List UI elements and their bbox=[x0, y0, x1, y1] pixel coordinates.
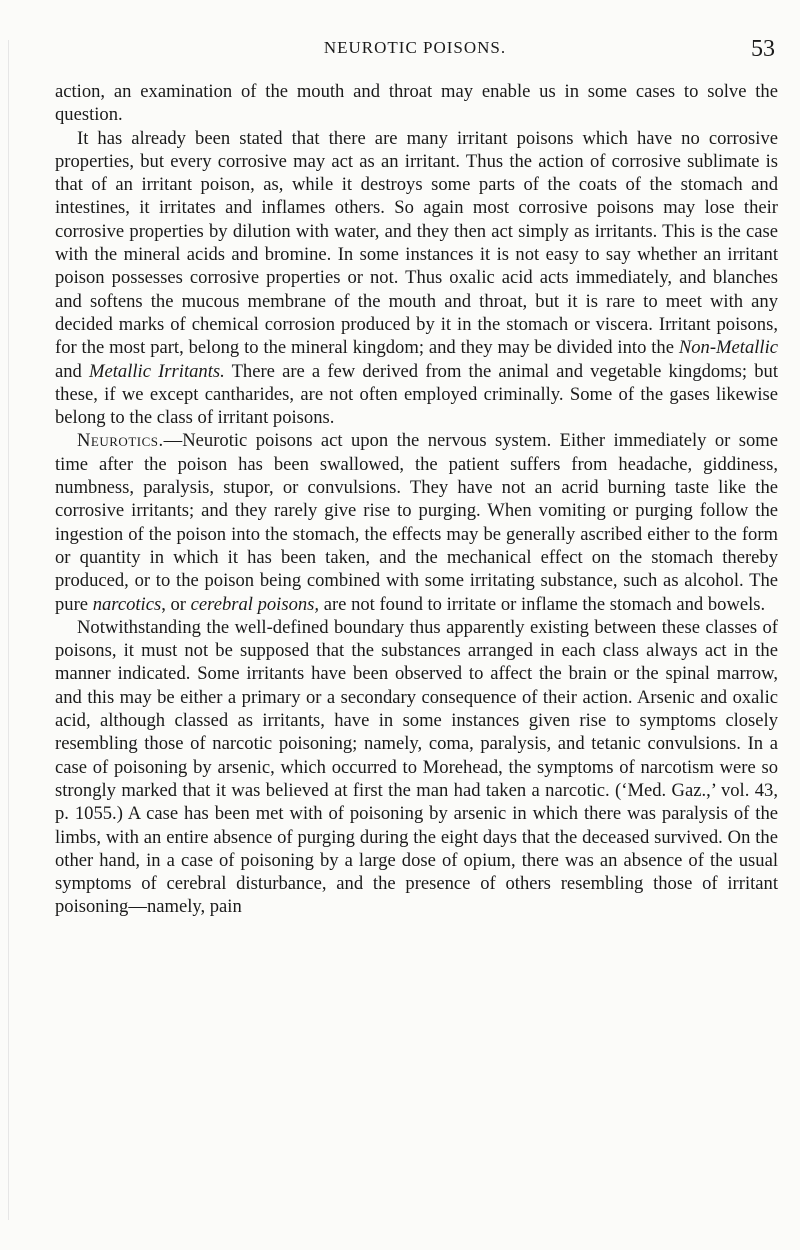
italic-term: Non-Metallic bbox=[678, 337, 778, 359]
running-head: NEUROTIC POISONS. bbox=[323, 38, 507, 57]
body-text bbox=[55, 80, 778, 919]
paragraph-text: are not found to irritate or inflame the stomach and bowels. bbox=[319, 593, 766, 615]
paragraph-irritants bbox=[55, 127, 778, 430]
paragraph-continuation bbox=[55, 80, 778, 127]
italic-term: Metallic Irritants. bbox=[89, 360, 225, 382]
paragraph-text: It has already been stated that there are many irritant poisons which have no corrosive properties, but every corrosive may act as an irritant. Thus the action of corrosive sublimate is that of an irritant poison, as, while it destroys some parts of the coats of the stomach and intestines, it irritates and inflames others. So again most corrosive poisons may lose their corrosive properties by dilution with water, and they then act simply as irritants. This is the case with the mineral acids and bromine. In some instances it is not easy to say whether an irritant poison possesses corrosive properties or not. Thus oxalic acid acts immediately, and blanches and softens the mucous membrane of the mouth and throat, but it is rare to meet with any decided marks of chemical corrosion produced by it in the stomach or viscera. Irritant poisons, for the most part, belong to the mineral kingdom; and they may be divided into the bbox=[55, 127, 778, 359]
page-edge-shadow bbox=[8, 40, 9, 1220]
italic-term: cerebral poisons, bbox=[190, 593, 320, 615]
paragraph-text: and bbox=[55, 360, 89, 382]
page-number: 53 bbox=[751, 36, 775, 62]
paragraph-text: —Neurotic poisons act upon the nervous system. Either immediately or some time after the poison has been swallowed, the patient suffers from headache, giddiness, numbness, paralysis, stupor, or convulsions. They have not an acrid burning taste like the corrosive irritants; and they rarely give rise to purging. When vomiting or purging follow the ingestion of the poison into the stomach, the effects may be generally ascribed either to the form or quantity in which it has been taken, and the mechanical effect on the stomach thereby produced, or to the poison being combined with some irritating substance, such as alcohol. The pure bbox=[55, 430, 778, 615]
page-header bbox=[55, 36, 775, 66]
paragraph-text: , or bbox=[161, 593, 191, 615]
paragraph-neurotics bbox=[55, 429, 778, 615]
paragraph-notwithstanding bbox=[55, 616, 778, 919]
paragraph-text: action, an examination of the mouth and throat may enable us in some cases to solve the question. bbox=[55, 81, 778, 126]
paragraph-text: Notwithstanding the well-defined boundary thus apparently existing between these classes of poisons, it must not be supposed that the substances arranged in each class always act in the manner indicated. Some irritants have been observed to affect the brain or the spinal marrow, and this may be either a primary or a secondary consequence of their action. Arsenic and oxalic acid, although classed as irritants, have in some instances given rise to symptoms closely resembling those of narcotic poisoning; namely, coma, paralysis, and tetanic convulsions. In a case of poisoning by arsenic, which occurred to Morehead, the symptoms of narcotism were so strongly marked that it was believed at first the man had taken a narcotic. (‘Med. Gaz.,’ vol. 43, p. 1055.) A case has been met with of poisoning by arsenic in which there was paralysis of the limbs, with an entire absence of purging during the eight days that the deceased survived. On the other hand, in a case of poisoning by a large dose of opium, there was an absence of the usual symptoms of cerebral disturbance, and the presence of others resembling those of irritant poisoning—namely, pain bbox=[55, 616, 778, 918]
italic-term: narcotics bbox=[92, 593, 162, 615]
paragraph-text: There are a few derived from the animal and vegetable kingdoms; but these, if we except cantharides, are not often employed criminally. Some of the gases likewise belong to the class of irritant poisons. bbox=[55, 360, 778, 429]
section-lead: Neurotics. bbox=[77, 430, 164, 452]
